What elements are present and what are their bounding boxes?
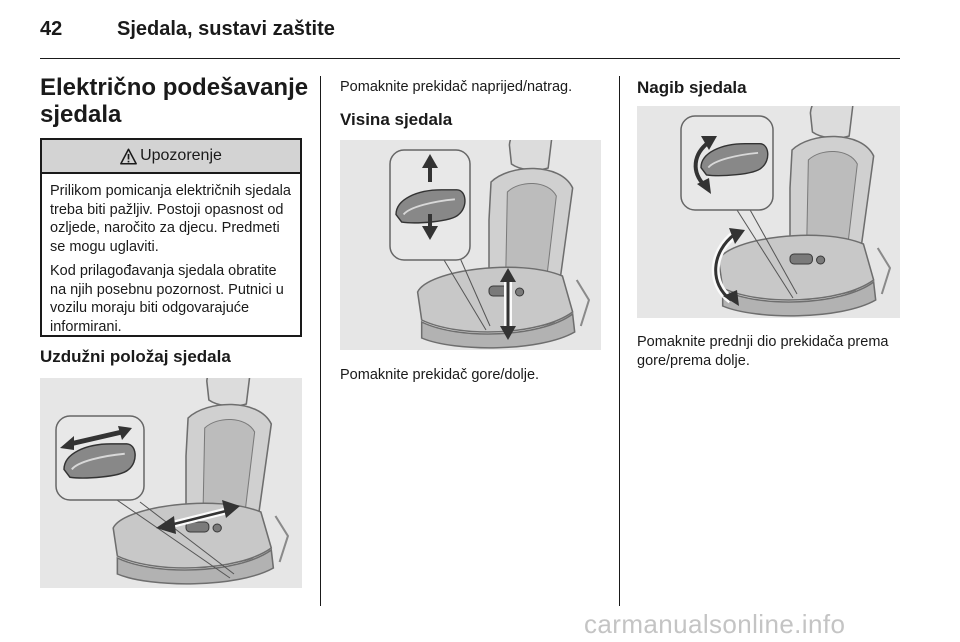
watermark: carmanualsonline.info xyxy=(584,609,846,639)
caption-tilt: Pomaknite prednji dio prekidača prema gore/prema dolje. xyxy=(637,334,889,369)
warning-box xyxy=(40,138,302,337)
subheading-tilt: Nagib sjedala xyxy=(637,78,747,97)
column-divider-2 xyxy=(619,76,620,606)
warning-title: Upozorenje xyxy=(140,147,222,164)
header-rule xyxy=(40,58,900,59)
warning-paragraph: Prilikom pomicanja električnih sjedala treba biti pažljiv. Postoji opasnost od ozljede, naročito za djecu. Predmeti se mogu uglaviti. xyxy=(50,183,291,255)
warning-header xyxy=(42,140,300,174)
illustration-longitudinal-position xyxy=(40,378,302,588)
warning-triangle-icon xyxy=(120,148,137,165)
warning-paragraph: Kod prilagođavanja sjedala obratite na njih posebnu pozornost. Putnici u vozilu moraju biti odgovarajuće informirani. xyxy=(50,263,284,335)
column-divider-1 xyxy=(320,76,321,606)
page-header-title: Sjedala, sustavi zaštite xyxy=(117,18,335,40)
illustration-seat-height xyxy=(340,140,601,350)
caption-height: Pomaknite prekidač gore/dolje. xyxy=(340,367,540,383)
page-number: 42 xyxy=(40,18,63,40)
illustration-seat-tilt xyxy=(637,106,900,318)
caption-longitudinal: Pomaknite prekidač naprijed/natrag. xyxy=(340,79,573,95)
subheading-height: Visina sjedala xyxy=(340,110,453,129)
section-title: Električno podešavanje sjedala xyxy=(40,74,309,128)
warning-body xyxy=(42,174,300,336)
subheading-longitudinal: Uzdužni položaj sjedala xyxy=(40,347,231,366)
